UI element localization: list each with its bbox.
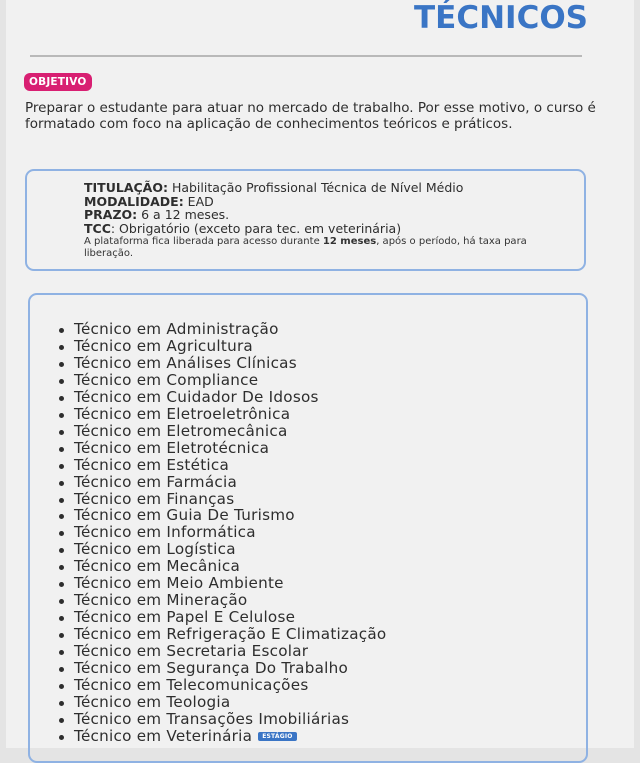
course-list-item — [48, 677, 386, 694]
course-name: Técnico em Mecânica — [74, 557, 241, 576]
course-name: Técnico em Cuidador De Idosos — [74, 387, 319, 406]
course-list-item — [48, 338, 386, 355]
prazo-value: 6 a 12 meses. — [137, 207, 230, 223]
course-name: Técnico em Telecomunicações — [74, 676, 309, 695]
modalidade-value: EAD — [183, 193, 214, 209]
course-name: Técnico em Papel E Celulose — [74, 608, 296, 627]
titulacao-label: TITULAÇÃO: — [84, 180, 168, 195]
course-list-item — [48, 406, 386, 423]
course-list-item — [48, 575, 386, 592]
course-list-item — [48, 660, 386, 677]
course-list-item — [48, 609, 386, 626]
modalidade-line — [84, 195, 574, 209]
course-list-item — [48, 592, 386, 609]
bullet-icon — [59, 481, 64, 486]
prazo-label: PRAZO: — [84, 207, 138, 223]
course-name: Técnico em Agricultura — [74, 336, 253, 355]
course-list-item — [48, 524, 386, 541]
bullet-icon — [59, 650, 64, 655]
course-list-item — [48, 558, 386, 575]
course-list-item — [48, 372, 386, 389]
bullet-icon — [59, 565, 64, 570]
internship-tag: ESTÁGIO — [258, 732, 296, 741]
course-name: Técnico em Estética — [74, 455, 230, 474]
course-name: Técnico em Eletromecânica — [74, 421, 288, 440]
objective-badge: OBJETIVO — [24, 73, 92, 91]
tcc-label: TCC — [84, 220, 111, 236]
bullet-icon — [59, 735, 64, 740]
bullet-icon — [59, 616, 64, 621]
bullet-icon — [59, 447, 64, 452]
course-list-item — [48, 389, 386, 406]
course-name: Técnico em Finanças — [74, 489, 235, 508]
bullet-icon — [59, 514, 64, 519]
bullet-icon — [59, 345, 64, 350]
course-name: Técnico em Compliance — [74, 370, 259, 389]
bullet-icon — [59, 328, 64, 333]
bullet-icon — [59, 582, 64, 587]
bullet-icon — [59, 701, 64, 706]
course-name: Técnico em Administração — [74, 320, 279, 338]
course-name: Técnico em Transações Imobiliárias — [74, 709, 350, 728]
course-list-item — [48, 321, 386, 338]
bullet-icon — [59, 531, 64, 536]
course-name: Técnico em Logística — [74, 540, 236, 559]
tcc-line — [84, 222, 574, 236]
course-name: Técnico em Meio Ambiente — [74, 574, 284, 593]
bullet-icon — [59, 498, 64, 503]
course-name: Técnico em Refrigeração E Climatização — [74, 625, 387, 644]
divider — [30, 55, 582, 57]
bullet-icon — [59, 379, 64, 384]
course-info-box — [25, 169, 586, 271]
document-page — [6, 0, 634, 748]
course-name: Técnico em Eletrotécnica — [74, 438, 270, 457]
bullet-icon — [59, 413, 64, 418]
titulacao-value: Habilitação Profissional Técnica de Nível Médio — [167, 180, 464, 195]
course-list-item — [48, 507, 386, 524]
note-text-start: A plataforma fica liberada para acesso durante — [84, 236, 323, 248]
course-list-item — [48, 457, 386, 474]
course-name: Técnico em Informática — [74, 523, 256, 542]
course-list-item — [48, 474, 386, 491]
course-name: Técnico em Secretaria Escolar — [74, 642, 309, 661]
course-name: Técnico em Mineração — [74, 591, 248, 610]
objective-text: Preparar o estudante para atuar no mercado de trabalho. Por esse motivo, o curso é formatado com foco na aplicação de conhecimentos teóricos e práticos. — [25, 100, 596, 132]
page-title: TÉCNICOS — [414, 0, 588, 36]
course-list-item — [48, 694, 386, 711]
bullet-icon — [59, 718, 64, 723]
course-name: Técnico em Veterinária — [74, 726, 253, 745]
bullet-icon — [59, 667, 64, 672]
bullet-icon — [59, 633, 64, 638]
course-list-item — [48, 643, 386, 660]
course-list-item — [48, 491, 386, 508]
course-name: Técnico em Segurança Do Trabalho — [74, 659, 349, 678]
course-list-item — [48, 355, 386, 372]
course-name: Técnico em Eletroeletrônica — [74, 404, 291, 423]
bullet-icon — [59, 548, 64, 553]
titulacao-line — [84, 181, 574, 195]
course-name: Técnico em Análises Clínicas — [74, 353, 297, 372]
tcc-value: : Obrigatório (exceto para tec. em veterinária) — [110, 220, 402, 236]
bullet-icon — [59, 684, 64, 689]
note-text-end: , após o período, há taxa para liberação. — [84, 236, 527, 259]
bullet-icon — [59, 362, 64, 367]
bullet-icon — [59, 430, 64, 435]
course-list-item — [48, 711, 386, 728]
modalidade-label: MODALIDADE: — [84, 193, 184, 209]
course-list-item — [48, 728, 386, 745]
course-list-item — [48, 626, 386, 643]
course-name: Técnico em Teologia — [74, 692, 231, 711]
bullet-icon — [59, 599, 64, 604]
course-list-item — [48, 541, 386, 558]
course-list-item — [48, 440, 386, 457]
course-list-item — [48, 423, 386, 440]
access-note — [84, 236, 574, 259]
prazo-line — [84, 208, 574, 222]
course-name: Técnico em Farmácia — [74, 472, 238, 491]
course-name: Técnico em Guia De Turismo — [74, 506, 295, 525]
note-duration: 12 meses — [322, 236, 377, 248]
bullet-icon — [59, 396, 64, 401]
course-list — [48, 321, 386, 745]
bullet-icon — [59, 464, 64, 469]
